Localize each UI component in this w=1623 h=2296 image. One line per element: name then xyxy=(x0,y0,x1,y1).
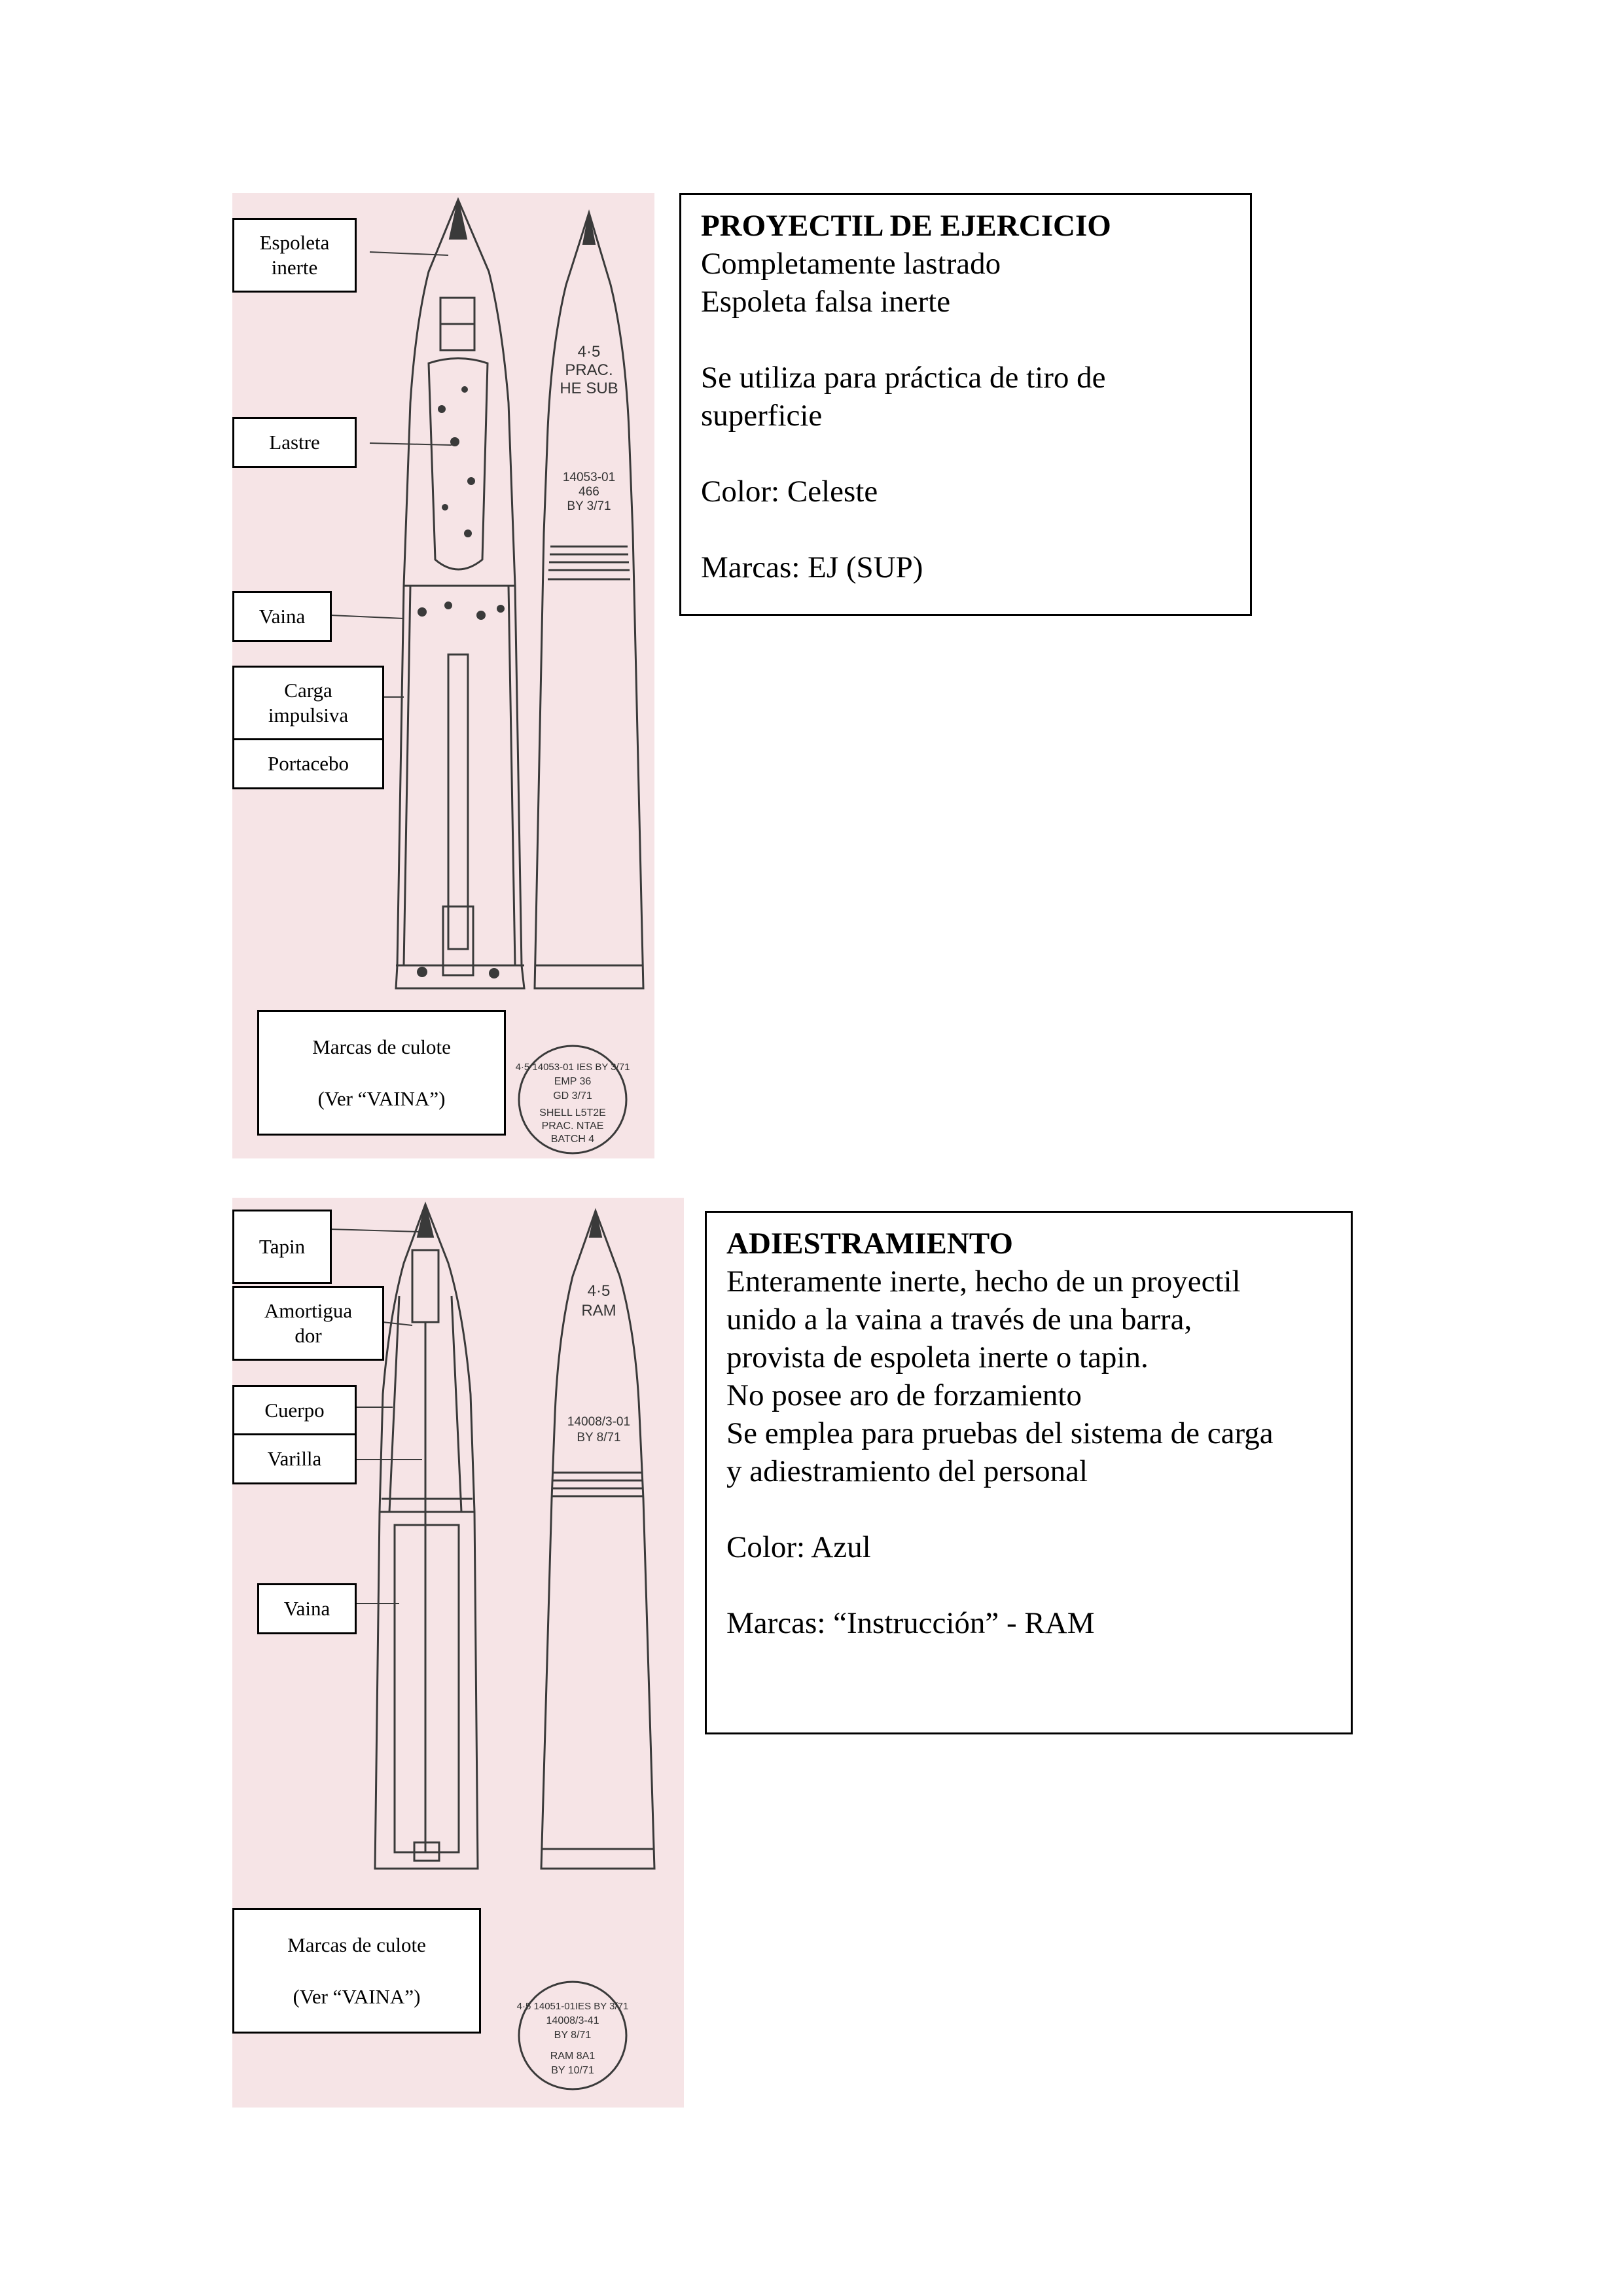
label-cuerpo-text: Cuerpo xyxy=(264,1399,325,1422)
description-color: Color: Azul xyxy=(726,1530,871,1564)
description-color: Color: Celeste xyxy=(701,475,878,509)
description-marks: Marcas: EJ (SUP) xyxy=(701,550,923,584)
label-espoleta-line1: Espoleta xyxy=(259,231,330,254)
description-line: No posee aro de forzamiento xyxy=(726,1378,1082,1412)
description-line: Enteramente inerte, hecho de un proyectil xyxy=(726,1265,1241,1299)
culote-ref: (Ver “VAINA”) xyxy=(293,1984,421,2008)
stamp-text-5: BY 10/71 xyxy=(551,2065,594,2076)
stamp-text-6: BATCH 4 xyxy=(550,1134,595,1145)
label-lastre xyxy=(232,417,357,468)
stamp-text-2: EMP 36 xyxy=(554,1076,592,1087)
description-adiestramiento xyxy=(705,1211,1353,1734)
label-espoleta-line2: inerte xyxy=(271,256,318,279)
description-line: y adiestramiento del personal xyxy=(726,1454,1088,1488)
label-lastre-text: Lastre xyxy=(269,431,320,454)
label-amortiguador-line2: dor xyxy=(294,1324,322,1347)
description-marks: Marcas: “Instrucción” - RAM xyxy=(726,1606,1095,1640)
culote-title: Marcas de culote xyxy=(312,1035,451,1058)
label-espoleta-inerte xyxy=(232,218,357,293)
shell-mark-2: RAM xyxy=(581,1302,616,1319)
label-tapin-text: Tapin xyxy=(259,1235,306,1258)
description-line: Se emplea para pruebas del sistema de carga xyxy=(726,1416,1274,1450)
label-marcas-de-culote xyxy=(257,1010,506,1136)
description-line: Completamente lastrado xyxy=(701,247,1001,281)
label-carga-line1: Carga xyxy=(284,679,332,702)
stamp-text-3: GD 3/71 xyxy=(553,1090,592,1102)
shell-mark-1: 4·5 xyxy=(587,1282,611,1300)
description-line: provista de espoleta inerte o tapin. xyxy=(726,1340,1149,1374)
shell-mark-5: 466 xyxy=(579,485,599,499)
shell-mark-3: HE SUB xyxy=(560,380,618,397)
shell-mark-1: 4·5 xyxy=(577,343,601,361)
description-proyectil-ejercicio xyxy=(679,193,1252,616)
description-use: Se utiliza para práctica de tiro de xyxy=(701,361,1106,395)
stamp-text-2: 14008/3-41 xyxy=(546,2015,599,2026)
stamp-text-4: RAM 8A1 xyxy=(550,2051,596,2062)
label-vaina-text: Vaina xyxy=(259,605,306,628)
label-cuerpo xyxy=(232,1385,357,1436)
description-line: Espoleta falsa inerte xyxy=(701,285,951,319)
shell-mark-4: BY 8/71 xyxy=(577,1431,621,1444)
shell-mark-3: 14008/3-01 xyxy=(567,1415,631,1429)
culote-ref: (Ver “VAINA”) xyxy=(317,1086,446,1110)
label-vaina xyxy=(232,591,332,642)
description-title: PROYECTIL DE EJERCICIO xyxy=(701,209,1111,243)
label-portacebo-text: Portacebo xyxy=(268,752,349,775)
label-portacebo xyxy=(232,738,384,789)
label-carga-impulsiva xyxy=(232,666,384,740)
culote-title: Marcas de culote xyxy=(287,1933,426,1956)
shell-mark-6: BY 3/71 xyxy=(567,499,611,513)
stamp-text-3: BY 8/71 xyxy=(554,2030,592,2041)
shell-mark-4: 14053-01 xyxy=(562,471,616,484)
label-vaina xyxy=(257,1583,357,1634)
description-title: ADIESTRAMIENTO xyxy=(726,1227,1013,1261)
label-tapin xyxy=(232,1210,332,1284)
stamp-text-1: 4·5 14051-01IES BY 3/71 xyxy=(516,2001,629,2012)
label-carga-line2: impulsiva xyxy=(268,704,349,726)
label-varilla-text: Varilla xyxy=(267,1447,322,1470)
stamp-text-4: SHELL L5T2E xyxy=(539,1107,606,1119)
description-use: superficie xyxy=(701,399,823,433)
description-line: unido a la vaina a través de una barra, xyxy=(726,1302,1192,1336)
label-amortiguador-line1: Amortigua xyxy=(264,1299,353,1322)
label-varilla xyxy=(232,1433,357,1484)
label-vaina-text: Vaina xyxy=(283,1597,330,1620)
label-amortiguador xyxy=(232,1286,384,1361)
shell-mark-2: PRAC. xyxy=(565,361,613,379)
stamp-text-5: PRAC. NTAE xyxy=(541,1121,604,1132)
label-marcas-de-culote xyxy=(232,1908,481,2034)
stamp-text-1: 4·5 14053-01 IES BY 3/71 xyxy=(515,1062,630,1073)
